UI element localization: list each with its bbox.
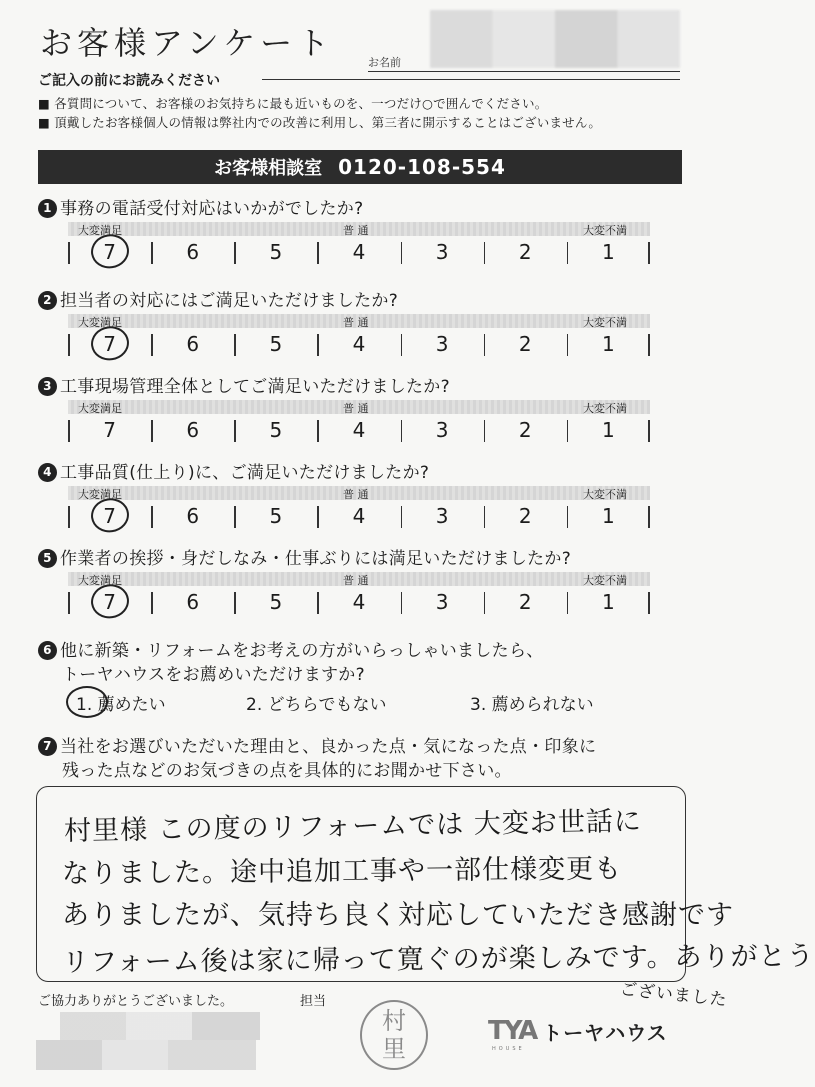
q2-number-icon: 2 [38, 291, 57, 310]
rating-option-7[interactable] [68, 330, 151, 358]
rating-value: 4 [352, 418, 366, 442]
scale-mid-label: 普 通 [343, 316, 369, 329]
rating-option-1[interactable] [567, 502, 650, 530]
scale-right-label: 大変不満 [583, 574, 627, 587]
name-label: お名前 [368, 56, 401, 69]
q6-number-icon: 6 [38, 641, 57, 660]
scale-left-label: 大変満足 [78, 574, 122, 587]
rating-option-2[interactable] [484, 502, 567, 530]
company-logo [488, 1016, 668, 1052]
q2-text: 担当者の対応にはご満足いただけましたか? [60, 291, 399, 311]
rating-option-4[interactable] [317, 330, 400, 358]
q1-text: 事務の電話受付対応はいかがでしたか? [60, 199, 364, 219]
scale-right-label: 大変不満 [583, 402, 627, 415]
support-phone: 0120-108-554 [338, 155, 506, 179]
rating-value: 7 [103, 590, 116, 614]
intro-heading: ご記入の前にお読みください [38, 73, 220, 89]
rating-value: 7 [103, 418, 116, 442]
staff-label: 担当 [300, 994, 327, 1009]
seal-char-1: 村 [382, 1007, 406, 1035]
rating-option-7[interactable] [68, 238, 151, 266]
rating-value: 7 [103, 332, 116, 356]
rating-option-1[interactable] [567, 416, 650, 444]
q6-option-1[interactable]: 1. 薦めたい [76, 695, 166, 715]
rating-value: 6 [186, 590, 200, 614]
rating-option-4[interactable] [317, 502, 400, 530]
q4-text: 工事品質(仕上り)に、ご満足いただけましたか? [60, 463, 430, 483]
comment-line-1: 村里様 この度のリフォームでは 大変お世話に [63, 805, 643, 848]
seal-stamp [360, 1000, 428, 1070]
rating-option-5[interactable] [234, 238, 317, 266]
support-label: お客様相談室 [214, 158, 323, 179]
rating-scale [68, 588, 650, 616]
rating-option-1[interactable] [567, 238, 650, 266]
rating-value: 1 [602, 504, 615, 528]
rating-value: 2 [518, 504, 532, 528]
q3-number-icon: 3 [38, 377, 57, 396]
company-name: トーヤハウス [542, 1020, 668, 1045]
rating-option-2[interactable] [484, 238, 567, 266]
rating-option-6[interactable] [151, 588, 234, 616]
rating-option-7[interactable] [68, 502, 151, 530]
comment-line-3: ありましたが、気持ち良く対応していただき感謝です [62, 900, 734, 931]
rating-option-4[interactable] [317, 588, 400, 616]
rating-value: 7 [103, 504, 116, 528]
rating-option-6[interactable] [151, 416, 234, 444]
rating-option-5[interactable] [234, 330, 317, 358]
rating-value: 2 [518, 332, 532, 356]
q5-text: 作業者の挨拶・身だしなみ・仕事ぶりには満足いただけましたか? [60, 549, 572, 569]
rating-option-3[interactable] [401, 502, 484, 530]
rating-value: 3 [435, 504, 449, 528]
q6-line2: トーヤハウスをお薦めいただけますか? [62, 665, 365, 685]
rating-option-5[interactable] [234, 588, 317, 616]
comment-line-2: なりました。途中追加工事や一部仕様変更も [61, 853, 623, 890]
survey-title: お客様アンケート [40, 24, 335, 62]
scale-right-label: 大変不満 [583, 224, 627, 237]
scale-mid-label: 普 通 [343, 574, 369, 587]
rating-option-6[interactable] [151, 238, 234, 266]
rating-value: 1 [602, 590, 615, 614]
scale-mid-label: 普 通 [343, 488, 369, 501]
rating-option-2[interactable] [484, 588, 567, 616]
logo-sub: HOUSE [492, 1046, 525, 1052]
selected-circle [88, 496, 130, 535]
redacted-info-1 [60, 1012, 260, 1040]
q7-line1 [38, 732, 596, 757]
rating-option-2[interactable] [484, 416, 567, 444]
rating-scale [68, 330, 650, 358]
selected-circle [88, 324, 130, 363]
rating-value: 3 [435, 332, 449, 356]
rating-value: 5 [269, 504, 283, 528]
note-1: ■ 各質問について、お客様のお気持ちに最も近いものを、一つだけ○で囲んでください。 [38, 96, 548, 111]
rating-value: 5 [269, 332, 283, 356]
rating-scale [68, 238, 650, 266]
rating-option-3[interactable] [401, 416, 484, 444]
rating-option-2[interactable] [484, 330, 567, 358]
rating-option-1[interactable] [567, 330, 650, 358]
rating-value: 1 [602, 240, 615, 264]
rating-option-6[interactable] [151, 502, 234, 530]
question-2 [38, 286, 398, 311]
rating-value: 1 [602, 418, 615, 442]
q3-text: 工事現場管理全体としてご満足いただけましたか? [60, 377, 450, 397]
q7-number-icon: 7 [38, 737, 57, 756]
scale-right-label: 大変不満 [583, 488, 627, 501]
rating-value: 7 [103, 240, 116, 264]
scale-left-label: 大変満足 [78, 402, 122, 415]
scale-mid-label: 普 通 [343, 402, 369, 415]
q5-number-icon: 5 [38, 549, 57, 568]
question-5 [38, 544, 571, 569]
scale-right-label: 大変不満 [583, 316, 627, 329]
thanks-text: ご協力ありがとうございました。 [38, 994, 234, 1009]
rating-option-7[interactable] [68, 416, 151, 444]
rating-value: 4 [352, 240, 366, 264]
question-3 [38, 372, 450, 397]
rating-value: 3 [435, 418, 449, 442]
q7-text-1: 当社をお選びいただいた理由と、良かった点・気になった点・印象に [60, 737, 597, 757]
q6-line1 [38, 636, 544, 661]
scale-left-label: 大変満足 [78, 316, 122, 329]
rating-option-6[interactable] [151, 330, 234, 358]
q7-line2: 残った点などのお気づきの点を具体的にお聞かせ下さい。 [62, 761, 512, 781]
note-2: ■ 頂戴したお客様個人の情報は弊社内での改善に利用し、第三者に開示することはございません。 [38, 115, 602, 130]
selected-circle [88, 582, 130, 621]
rating-value: 6 [186, 418, 200, 442]
rating-scale [68, 416, 650, 444]
redacted-name [430, 10, 680, 68]
rating-scale [68, 502, 650, 530]
rating-value: 6 [186, 504, 200, 528]
rating-option-4[interactable] [317, 238, 400, 266]
logo-mark: TYA [488, 1016, 537, 1046]
rating-value: 2 [518, 240, 532, 264]
rating-value: 6 [186, 240, 200, 264]
rating-option-3[interactable] [401, 588, 484, 616]
rating-option-1[interactable] [567, 588, 650, 616]
rating-option-5[interactable] [234, 416, 317, 444]
rating-option-7[interactable] [68, 588, 151, 616]
scale-mid-label: 普 通 [343, 224, 369, 237]
selected-circle [88, 232, 130, 271]
q4-number-icon: 4 [38, 463, 57, 482]
rating-value: 5 [269, 240, 283, 264]
q1-number-icon: 1 [38, 199, 57, 218]
question-4 [38, 458, 429, 483]
rating-value: 3 [435, 240, 449, 264]
q6-option-3[interactable]: 3. 薦められない [470, 695, 594, 715]
question-1 [38, 194, 363, 219]
rating-option-4[interactable] [317, 416, 400, 444]
rating-value: 6 [186, 332, 200, 356]
comment-line-4: リフォーム後は家に帰って寛ぐのが楽しみです。ありがとう [61, 940, 815, 979]
rating-value: 5 [269, 418, 283, 442]
rating-value: 4 [352, 504, 366, 528]
seal-char-2: 里 [382, 1035, 406, 1063]
rating-value: 3 [435, 590, 449, 614]
rating-value: 4 [352, 590, 366, 614]
support-banner [38, 150, 682, 184]
comment-line-5: ございました [618, 979, 729, 1011]
rating-option-5[interactable] [234, 502, 317, 530]
rating-value: 4 [352, 332, 366, 356]
intro-rule [262, 79, 680, 80]
scale-left-label: 大変満足 [78, 488, 122, 501]
rating-value: 1 [602, 332, 615, 356]
rating-value: 2 [518, 418, 532, 442]
q6-text-1: 他に新築・リフォームをお考えの方がいらっしゃいましたら、 [60, 641, 544, 661]
redacted-info-2 [36, 1040, 256, 1070]
rating-value: 2 [518, 590, 532, 614]
rating-value: 5 [269, 590, 283, 614]
rating-option-3[interactable] [401, 238, 484, 266]
scale-left-label: 大変満足 [78, 224, 122, 237]
rating-option-3[interactable] [401, 330, 484, 358]
name-field[interactable] [368, 71, 680, 72]
q6-option-2[interactable]: 2. どちらでもない [246, 695, 387, 715]
